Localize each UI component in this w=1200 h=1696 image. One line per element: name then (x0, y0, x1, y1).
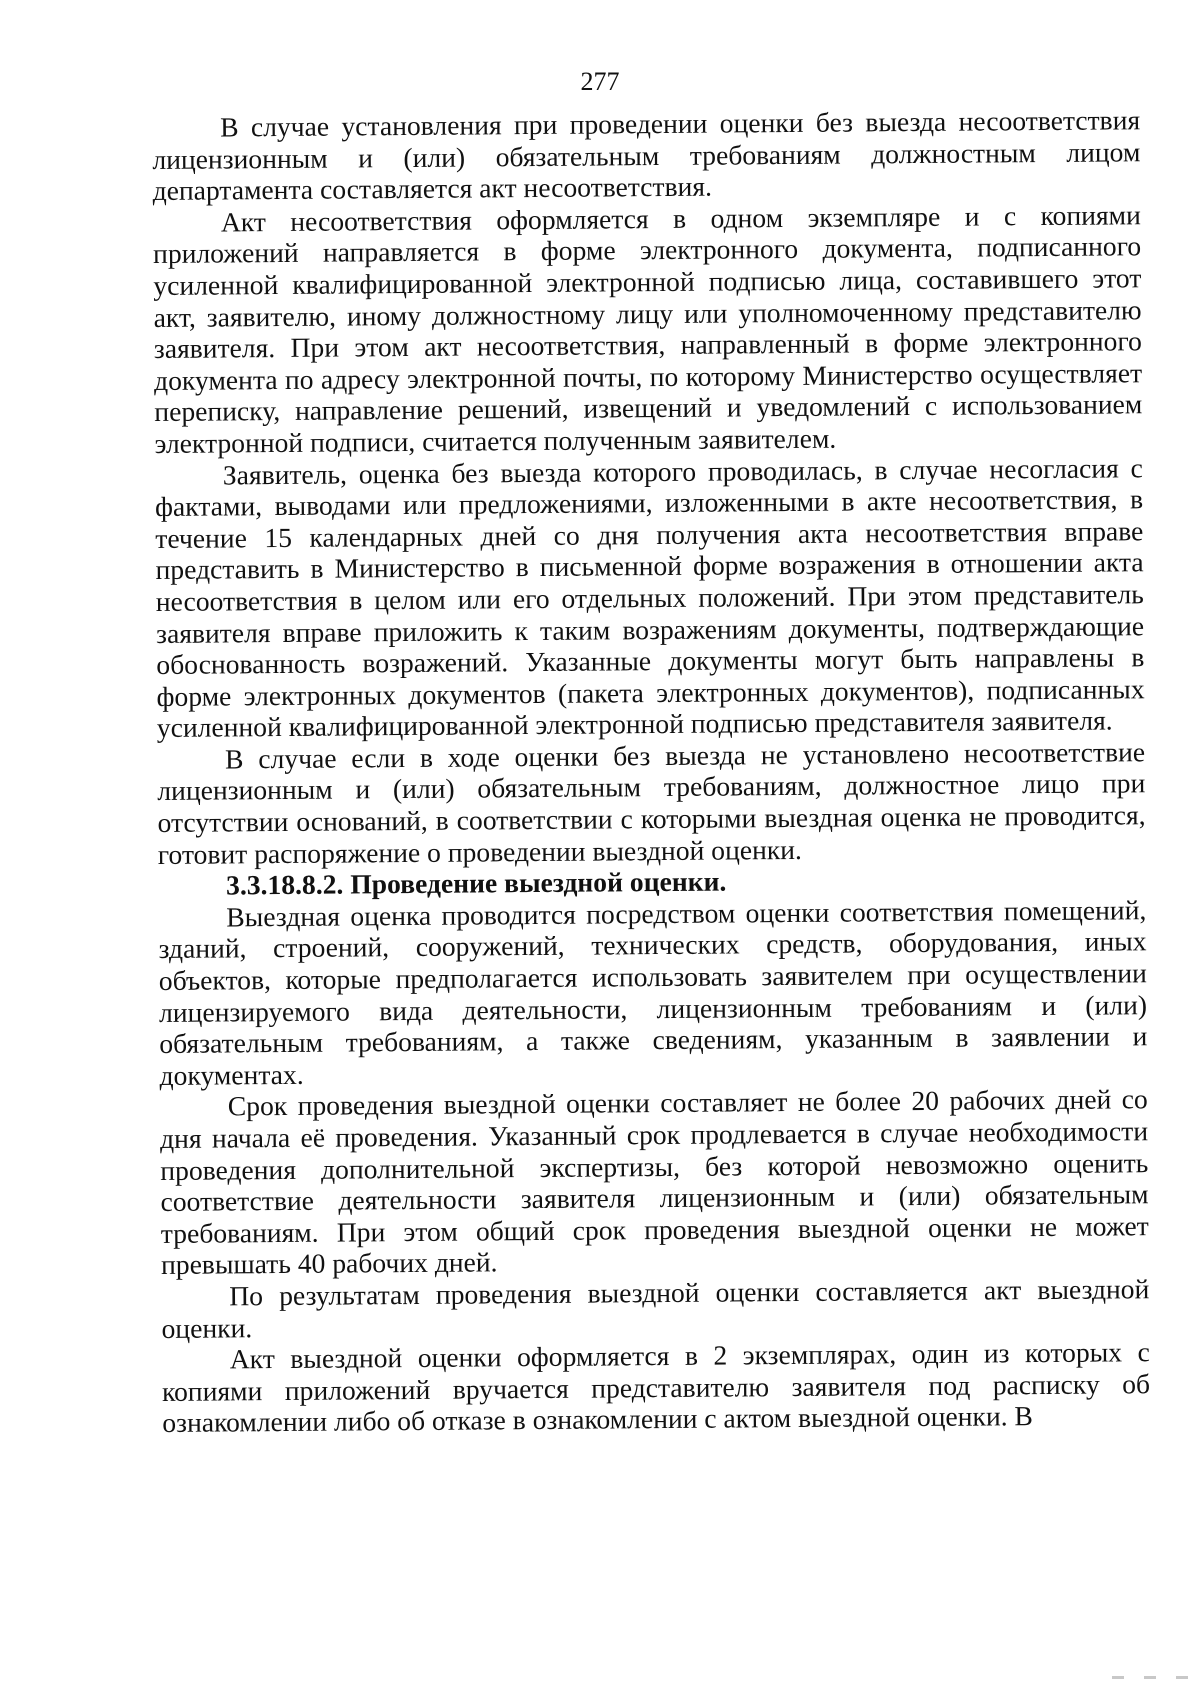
paragraph-applicant-objections: Заявитель, оценка без выезда которого проводилась, в случае несогласия с фактами, выводами или предложениями, изложенными в акте несоответствия, в течение 15 календарных дней со дня получения акта несоответствия вправе представить в Министерство в письменной форме возражения в отношении акта несоответствия в целом или его отдельных положений. При этом представитель заявителя вправе приложить к таким возражениям документы, подтверждающие обоснованность возражений. Указанные документы могут быть направлены в форме электронных документов (пакета электронных документов), подписанных усиленной квалифицированной электронной подписью представителя заявителя. (154, 451, 1145, 744)
paragraph-onsite-assessment-term: Срок проведения выездной оценки составляет не более 20 рабочих дней со дня начала её проведения. Указанный срок продлевается в случае необходимости проведения дополнительной экспертизы, без которой невозможно оценить соответствие деятельности заявителя лицензионным и (или) обязательным требованиям. При этом общий срок проведения выездной оценки не может превышать 40 рабочих дней. (159, 1083, 1149, 1281)
scan-mark (1176, 1676, 1188, 1679)
scan-edge-marks (1100, 1676, 1200, 1682)
page-number: 277 (580, 67, 620, 96)
paragraph-nonconformity-act-drawn-up: В случае установления при проведении оценки без выезда несоответствия лицензионным и (или) обязательным требованиям должностным лицом департамента составляется акт несоответствия. (152, 104, 1141, 207)
paragraph-onsite-assessment-scope: Выездная оценка проводится посредством оценки соответствия помещений, зданий, строений, сооружений, технических средств, оборудования, иных объектов, которые предполагается использовать заявителем при осуществлении лицензируемого вида деятельности, лицензионным требованиям и (или) обязательным требованиям, а также сведениям, указанным в заявлении и документах. (158, 894, 1148, 1091)
section-heading-onsite-assessment: 3.3.18.8.2. Проведение выездной оценки. (225, 865, 727, 901)
paragraph-onsite-act-copies: Акт выездной оценки оформляется в 2 экземплярах, один из которых с копиями приложений вручается представителю заявителя под расписку об ознакомлении либо об отказе в ознакомлении с актом выездной оценки. В (161, 1336, 1151, 1439)
scan-mark (1112, 1676, 1124, 1679)
paragraph-nonconformity-act-delivery: Акт несоответствия оформляется в одном экземпляре и с копиями приложений направляется в форме электронного документа, подписанного усиленной квалифицированной электронной подписью лица, составившего этот акт, заявителю, иному должностному лицу или уполномоченному представителю заявителя. При этом акт несоответствия, направленный в форме электронного документа по адресу электронной почты, по которому Министерство осуществляет переписку, направление решений, извещений и уведомлений с использованием электронной подписи, считается полученным заявителем. (152, 199, 1143, 459)
paragraph-onsite-assessment-result: По результатам проведения выездной оценки составляется акт выездной оценки. (161, 1273, 1150, 1344)
scan-mark (1144, 1676, 1156, 1679)
paragraph-no-nonconformity-found: В случае если в ходе оценки без выезда не установлено несоответствие лицензионным и (или) обязательным требованиям, должностное лицо при отсутствии оснований, в соответствии с которыми выездная оценка не проводится, готовит распоряжение о проведении выездной оценки. (157, 736, 1146, 870)
document-body (152, 104, 1150, 1439)
